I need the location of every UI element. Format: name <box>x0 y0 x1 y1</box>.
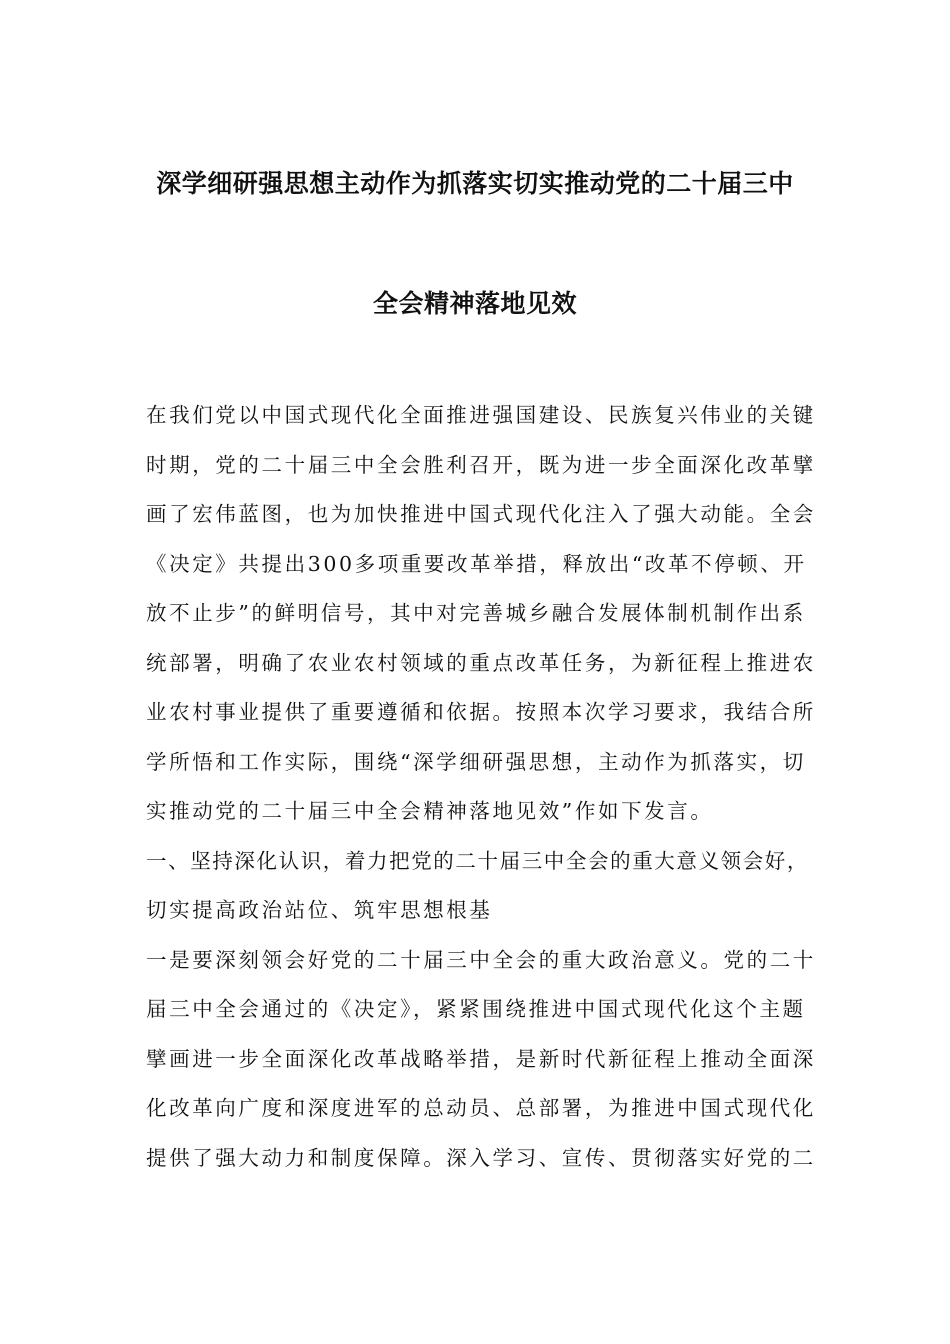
body-line: 业农村事业提供了重要遵循和依据。按照本次学习要求，我结合所 <box>146 700 816 724</box>
document-title-line-1: 深学细研强思想主动作为抓落实切实推动党的二十届三中 <box>156 169 794 198</box>
section-heading-line: 切实提高政治站位、筑牢思想根基 <box>146 898 493 922</box>
body-line: 届三中全会通过的《决定》，紧紧围绕推进中国式现代化这个主题 <box>146 997 806 1021</box>
body-line: 放不止步”的鲜明信号，其中对完善城乡融合发展体制机制作出系 <box>146 601 806 625</box>
document-body <box>146 402 826 1194</box>
body-line: 画了宏伟蓝图，也为加快推进中国式现代化注入了强大动能。全会 <box>146 502 816 526</box>
body-line: 统部署，明确了农业农村领域的重点改革任务，为新征程上推进农 <box>146 650 816 675</box>
body-line: 提供了强大动力和制度保障。深入学习、宣传、贯彻落实好党的二 <box>146 1145 816 1170</box>
body-line: 实推动党的二十届三中全会精神落地见效”作如下发言。 <box>146 799 714 823</box>
body-line: 化改革向广度和深度进军的总动员、总部署，为推进中国式现代化 <box>146 1096 816 1120</box>
body-line: 《决定》共提出300多项重要改革举措，释放出“改革不停顿、开 <box>146 551 807 576</box>
section-heading-line: 一、坚持深化认识，着力把党的二十届三中全会的重大意义领会好， <box>146 848 809 873</box>
body-line: 擘画进一步全面深化改革战略举措，是新时代新征程上推动全面深 <box>146 1046 816 1071</box>
body-line: 在我们党以中国式现代化全面推进强国建设、民族复兴伟业的关键 <box>146 403 816 427</box>
document-title-line-2: 全会精神落地见效 <box>372 289 577 318</box>
body-line: 学所悟和工作实际，围绕“深学细研强思想，主动作为抓落实，切 <box>146 749 806 774</box>
body-line: 时期，党的二十届三中全会胜利召开，既为进一步全面深化改革擘 <box>146 452 816 477</box>
body-line: 一是要深刻领会好党的二十届三中全会的重大政治意义。党的二十 <box>146 947 816 972</box>
